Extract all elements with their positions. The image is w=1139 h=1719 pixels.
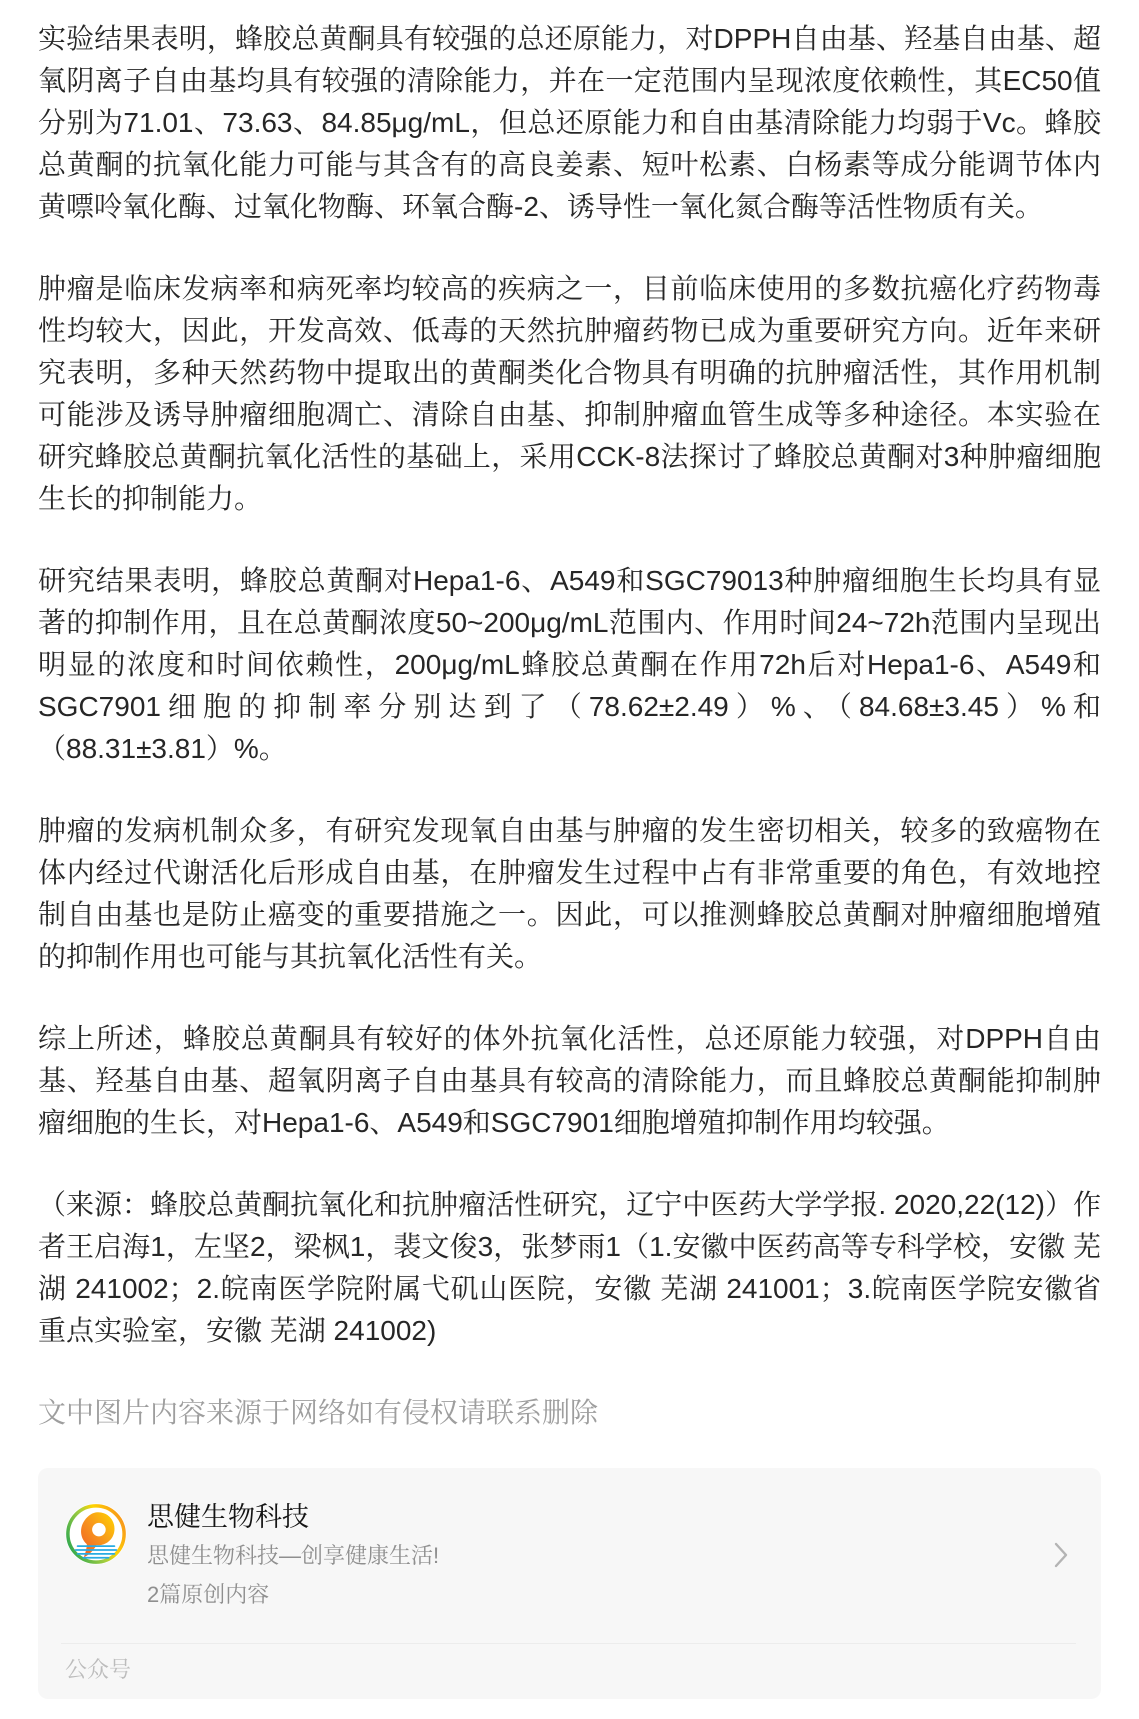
official-account-card[interactable] xyxy=(38,1468,1101,1699)
article-paragraph: 肿瘤的发病机制众多，有研究发现氧自由基与肿瘤的发生密切相关，较多的致癌物在体内经过代谢活化后形成自由基，在肿瘤发生过程中占有非常重要的角色，有效地控制自由基也是防止癌变的重要措施之一。因此，可以推测蜂胶总黄酮对肿瘤细胞增殖的抑制作用也可能与其抗氧化活性有关。 xyxy=(38,815,1101,972)
article-source-paragraph: （来源：蜂胶总黄酮抗氧化和抗肿瘤活性研究，辽宁中医药大学学报. 2020,22(12)）作者王启海1，左坚2，梁枫1，裴文俊3，张梦雨1（1.安徽中医药高等专科学校，安徽 芜湖 241002；2.皖南医学院附属弋矶山医院，安徽 芜湖 241001；3.皖南医学院安徽省重点实验室，安徽 芜湖 241002) xyxy=(38,1189,1101,1346)
image-source-disclaimer: 文中图片内容来源于网络如有侵权请联系删除 xyxy=(38,1397,599,1428)
article-paragraph: 实验结果表明，蜂胶总黄酮具有较强的总还原能力，对DPPH自由基、羟基自由基、超氧阴离子自由基均具有较强的清除能力，并在一定范围内呈现浓度依赖性，其EC50值分别为71.01、73.63、84.85μg/mL，但总还原能力和自由基清除能力均弱于Vc。蜂胶总黄酮的抗氧化能力可能与其含有的高良姜素、短叶松素、白杨素等成分能调节体内黄嘌呤氧化酶、过氧化物酶、环氧合酶-2、诱导性一氧化氮合酶等活性物质有关。 xyxy=(38,23,1101,222)
account-description: 思健生物科技—创享健康生活! xyxy=(147,1543,440,1568)
article-paragraph: 研究结果表明，蜂胶总黄酮对Hepa1-6、A549和SGC79013种肿瘤细胞生长均具有显著的抑制作用，且在总黄酮浓度50~200μg/mL范围内、作用时间24~72h范围内呈现出明显的浓度和时间依赖性，200μg/mL蜂胶总黄酮在作用72h后对Hepa1-6、A549和SGC7901细胞的抑制率分别达到了（78.62±2.49）%、（84.68±3.45）%和（88.31±3.81）%。 xyxy=(38,565,1101,764)
account-logo-icon xyxy=(65,1503,127,1565)
article-paragraph: 肿瘤是临床发病率和病死率均较高的疾病之一，目前临床使用的多数抗癌化疗药物毒性均较大，因此，开发高效、低毒的天然抗肿瘤药物已成为重要研究方向。近年来研究表明，多种天然药物中提取出的黄酮类化合物具有明确的抗肿瘤活性，其作用机制可能涉及诱导肿瘤细胞凋亡、清除自由基、抑制肿瘤血管生成等多种途径。本实验在研究蜂胶总黄酮抗氧化活性的基础上，采用CCK-8法探讨了蜂胶总黄酮对3种肿瘤细胞生长的抑制能力。 xyxy=(38,273,1101,514)
article-paragraph: 综上所述，蜂胶总黄酮具有较好的体外抗氧化活性，总还原能力较强，对DPPH自由基、羟基自由基、超氧阴离子自由基具有较高的清除能力，而且蜂胶总黄酮能抑制肿瘤细胞的生长，对Hepa1-6、A549和SGC7901细胞增殖抑制作用均较强。 xyxy=(38,1023,1101,1138)
chevron-right-icon xyxy=(1053,1540,1069,1570)
account-card-main xyxy=(65,1503,1071,1607)
account-type-label: 公众号 xyxy=(65,1657,132,1682)
account-info xyxy=(147,1503,439,1607)
account-name[interactable]: 思健生物科技 xyxy=(147,1502,309,1532)
account-original-count: 2篇原创内容 xyxy=(147,1582,270,1607)
card-divider xyxy=(61,1643,1076,1644)
